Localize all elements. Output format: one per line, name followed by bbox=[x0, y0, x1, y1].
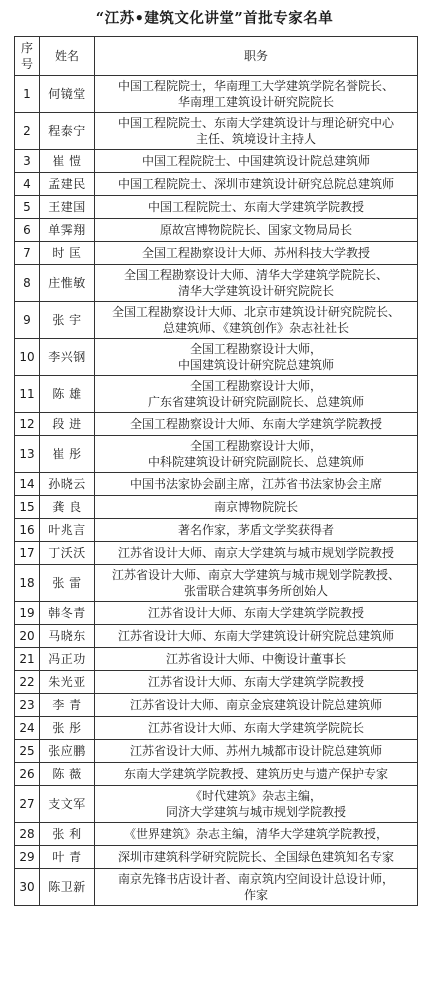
expert-duty bbox=[95, 113, 418, 150]
expert-duty bbox=[95, 265, 418, 302]
row-index: 5 bbox=[15, 196, 40, 219]
expert-name: 时 匡 bbox=[40, 242, 95, 265]
expert-name: 庄惟敏 bbox=[40, 265, 95, 302]
duty-line: 中国建筑设计研究院总建筑师 bbox=[177, 358, 334, 372]
row-index: 3 bbox=[15, 150, 40, 173]
table-row bbox=[15, 242, 418, 265]
expert-name: 叶兆言 bbox=[40, 519, 95, 542]
table-row bbox=[15, 694, 418, 717]
duty-line: 江苏省设计大师、苏州九城都市设计院总建筑师 bbox=[129, 743, 382, 758]
table-row bbox=[15, 869, 418, 906]
expert-name: 支文军 bbox=[40, 786, 95, 823]
expert-name: 张 彤 bbox=[40, 717, 95, 740]
expert-duty bbox=[95, 413, 418, 436]
duty-line: 华南理工建筑设计研究院院长 bbox=[177, 95, 334, 109]
expert-duty bbox=[95, 242, 418, 265]
table-row bbox=[15, 740, 418, 763]
row-index: 22 bbox=[15, 671, 40, 694]
row-index: 26 bbox=[15, 763, 40, 786]
expert-duty bbox=[95, 869, 418, 906]
expert-duty bbox=[95, 376, 418, 413]
table-row bbox=[15, 671, 418, 694]
table-row bbox=[15, 823, 418, 846]
row-index: 27 bbox=[15, 786, 40, 823]
expert-name: 陈 雄 bbox=[40, 376, 95, 413]
expert-duty bbox=[95, 219, 418, 242]
row-index: 18 bbox=[15, 565, 40, 602]
row-index: 19 bbox=[15, 602, 40, 625]
expert-name: 叶 青 bbox=[40, 846, 95, 869]
row-index: 9 bbox=[15, 302, 40, 339]
expert-name: 单霁翔 bbox=[40, 219, 95, 242]
header-row bbox=[15, 37, 418, 76]
table-row bbox=[15, 786, 418, 823]
row-index: 4 bbox=[15, 173, 40, 196]
duty-line: 广东省建筑设计研究院副院长、总建筑师 bbox=[147, 395, 364, 409]
row-index: 15 bbox=[15, 496, 40, 519]
expert-duty bbox=[95, 694, 418, 717]
expert-duty bbox=[95, 496, 418, 519]
expert-name: 张应鹏 bbox=[40, 740, 95, 763]
row-index: 24 bbox=[15, 717, 40, 740]
table-body bbox=[15, 76, 418, 906]
duty-line: 江苏省设计大师、中衡设计董事长 bbox=[165, 651, 346, 666]
table-row bbox=[15, 265, 418, 302]
column-header-name: 姓名 bbox=[40, 37, 95, 76]
expert-name: 崔 彤 bbox=[40, 436, 95, 473]
duty-line: 江苏省设计大师、东南大学建筑学院院长 bbox=[147, 720, 364, 735]
expert-duty bbox=[95, 173, 418, 196]
duty-line: 全国工程勘察设计大师， bbox=[189, 341, 322, 356]
duty-line: 中国工程院院士、东南大学建筑学院教授 bbox=[147, 199, 364, 214]
row-index: 11 bbox=[15, 376, 40, 413]
expert-duty bbox=[95, 542, 418, 565]
duty-line: 全国工程勘察设计大师、苏州科技大学教授 bbox=[141, 245, 370, 260]
table-row bbox=[15, 113, 418, 150]
duty-line: 江苏省设计大师、东南大学建筑学院教授 bbox=[147, 674, 364, 689]
index-header-line: 序 bbox=[20, 40, 33, 55]
table-row bbox=[15, 496, 418, 519]
duty-line: 总建筑师、《建筑创作》杂志社社长 bbox=[162, 321, 349, 335]
expert-duty bbox=[95, 436, 418, 473]
expert-duty bbox=[95, 648, 418, 671]
expert-duty bbox=[95, 339, 418, 376]
duty-line: 江苏省设计大师、南京大学建筑与城市规划学院教授、 bbox=[111, 567, 400, 582]
row-index: 20 bbox=[15, 625, 40, 648]
table-row bbox=[15, 519, 418, 542]
row-index: 17 bbox=[15, 542, 40, 565]
expert-name: 李 青 bbox=[40, 694, 95, 717]
duty-line: 深圳市建筑科学研究院院长、全国绿色建筑知名专家 bbox=[117, 849, 394, 864]
row-index: 28 bbox=[15, 823, 40, 846]
expert-duty bbox=[95, 846, 418, 869]
duty-line: 原故宫博物院院长、国家文物局局长 bbox=[159, 222, 352, 237]
row-index: 2 bbox=[15, 113, 40, 150]
duty-line: 著名作家，茅盾文学奖获得者 bbox=[177, 522, 334, 537]
duty-line: 作家 bbox=[243, 888, 268, 902]
duty-line: 东南大学建筑学院教授、建筑历史与遗产保护专家 bbox=[123, 766, 388, 781]
expert-list-table bbox=[14, 36, 418, 906]
expert-duty bbox=[95, 602, 418, 625]
duty-line: 同济大学建筑与城市规划学院教授 bbox=[165, 805, 346, 819]
duty-line: 江苏省设计大师、南京大学建筑与城市规划学院教授 bbox=[117, 545, 394, 560]
expert-name: 段 进 bbox=[40, 413, 95, 436]
table-row bbox=[15, 219, 418, 242]
duty-line: 中国工程院院士、东南大学建筑设计与理论研究中心 bbox=[117, 115, 394, 130]
table-row bbox=[15, 846, 418, 869]
expert-duty bbox=[95, 302, 418, 339]
duty-line: 全国工程勘察设计大师、东南大学建筑学院教授 bbox=[129, 416, 382, 431]
duty-line: 江苏省设计大师、东南大学建筑学院教授 bbox=[147, 605, 364, 620]
expert-name: 马晓东 bbox=[40, 625, 95, 648]
row-index: 1 bbox=[15, 76, 40, 113]
duty-line: 《时代建筑》杂志主编， bbox=[189, 788, 322, 803]
row-index: 21 bbox=[15, 648, 40, 671]
expert-duty bbox=[95, 823, 418, 846]
expert-name: 李兴钢 bbox=[40, 339, 95, 376]
expert-duty bbox=[95, 671, 418, 694]
table-row bbox=[15, 565, 418, 602]
expert-duty bbox=[95, 196, 418, 219]
duty-line: 全国工程勘察设计大师、北京市建筑设计研究院院长、 bbox=[111, 304, 400, 319]
expert-name: 丁沃沃 bbox=[40, 542, 95, 565]
duty-line: 全国工程勘察设计大师、清华大学建筑学院院长、 bbox=[123, 267, 388, 282]
duty-line: 全国工程勘察设计大师， bbox=[189, 438, 322, 453]
duty-line: 中国工程院院士、中国建筑设计院总建筑师 bbox=[141, 153, 370, 168]
expert-name: 陈 薇 bbox=[40, 763, 95, 786]
expert-name: 王建国 bbox=[40, 196, 95, 219]
table-row bbox=[15, 602, 418, 625]
duty-line: 中科院建筑设计研究院副院长、总建筑师 bbox=[147, 455, 364, 469]
expert-name: 张 利 bbox=[40, 823, 95, 846]
row-index: 8 bbox=[15, 265, 40, 302]
row-index: 25 bbox=[15, 740, 40, 763]
index-header-line: 号 bbox=[20, 57, 33, 71]
table-row bbox=[15, 648, 418, 671]
duty-line: 中国工程院院士、深圳市建筑设计研究总院总建筑师 bbox=[117, 176, 394, 191]
duty-line: 张雷联合建筑事务所创始人 bbox=[183, 584, 328, 598]
expert-name: 崔 愷 bbox=[40, 150, 95, 173]
expert-name: 冯正功 bbox=[40, 648, 95, 671]
row-index: 14 bbox=[15, 473, 40, 496]
duty-line: 南京先锋书店设计者、南京筑内空间设计总设计师， bbox=[117, 871, 394, 886]
column-header-duty: 职务 bbox=[95, 37, 418, 76]
expert-duty bbox=[95, 786, 418, 823]
row-index: 13 bbox=[15, 436, 40, 473]
expert-duty bbox=[95, 740, 418, 763]
expert-duty bbox=[95, 519, 418, 542]
expert-name: 陈卫新 bbox=[40, 869, 95, 906]
expert-name: 何镜堂 bbox=[40, 76, 95, 113]
table-row bbox=[15, 339, 418, 376]
table-row bbox=[15, 76, 418, 113]
table-row bbox=[15, 625, 418, 648]
table-header bbox=[15, 37, 418, 76]
expert-duty bbox=[95, 763, 418, 786]
expert-name: 程泰宁 bbox=[40, 113, 95, 150]
expert-name: 孟建民 bbox=[40, 173, 95, 196]
expert-duty bbox=[95, 473, 418, 496]
row-index: 30 bbox=[15, 869, 40, 906]
row-index: 29 bbox=[15, 846, 40, 869]
duty-line: 南京博物院院长 bbox=[213, 499, 298, 514]
expert-name: 韩冬青 bbox=[40, 602, 95, 625]
table-row bbox=[15, 473, 418, 496]
duty-line: 中国工程院院士，华南理工大学建筑学院名誉院长、 bbox=[117, 78, 394, 93]
row-index: 12 bbox=[15, 413, 40, 436]
table-row bbox=[15, 150, 418, 173]
table-row bbox=[15, 413, 418, 436]
expert-name: 孙晓云 bbox=[40, 473, 95, 496]
duty-line: 清华大学建筑设计研究院院长 bbox=[177, 284, 334, 298]
table-row bbox=[15, 173, 418, 196]
expert-duty bbox=[95, 76, 418, 113]
row-index: 16 bbox=[15, 519, 40, 542]
duty-line: 中国书法家协会副主席，江苏省书法家协会主席 bbox=[129, 476, 382, 491]
row-index: 6 bbox=[15, 219, 40, 242]
duty-line: 江苏省设计大师、南京金宸建筑设计院总建筑师 bbox=[129, 697, 382, 712]
duty-line: 全国工程勘察设计大师， bbox=[189, 378, 322, 393]
expert-name: 张 雷 bbox=[40, 565, 95, 602]
table-row bbox=[15, 436, 418, 473]
row-index: 10 bbox=[15, 339, 40, 376]
duty-line: 江苏省设计大师、东南大学建筑设计研究院总建筑师 bbox=[117, 628, 394, 643]
expert-duty bbox=[95, 717, 418, 740]
table-row bbox=[15, 542, 418, 565]
table-row bbox=[15, 763, 418, 786]
row-index: 7 bbox=[15, 242, 40, 265]
column-header-index bbox=[15, 37, 40, 76]
duty-line: 《世界建筑》杂志主编，清华大学建筑学院教授， bbox=[123, 826, 388, 841]
expert-duty bbox=[95, 565, 418, 602]
table-row bbox=[15, 302, 418, 339]
row-index: 23 bbox=[15, 694, 40, 717]
expert-duty bbox=[95, 150, 418, 173]
document-title: “江苏•建筑文化讲堂”首批专家名单 bbox=[95, 9, 334, 27]
duty-line: 主任、筑境设计主持人 bbox=[195, 132, 316, 146]
table-row bbox=[15, 376, 418, 413]
expert-name: 龚 良 bbox=[40, 496, 95, 519]
table-row bbox=[15, 196, 418, 219]
expert-name: 朱光亚 bbox=[40, 671, 95, 694]
expert-duty bbox=[95, 625, 418, 648]
table-row bbox=[15, 717, 418, 740]
expert-name: 张 宇 bbox=[40, 302, 95, 339]
